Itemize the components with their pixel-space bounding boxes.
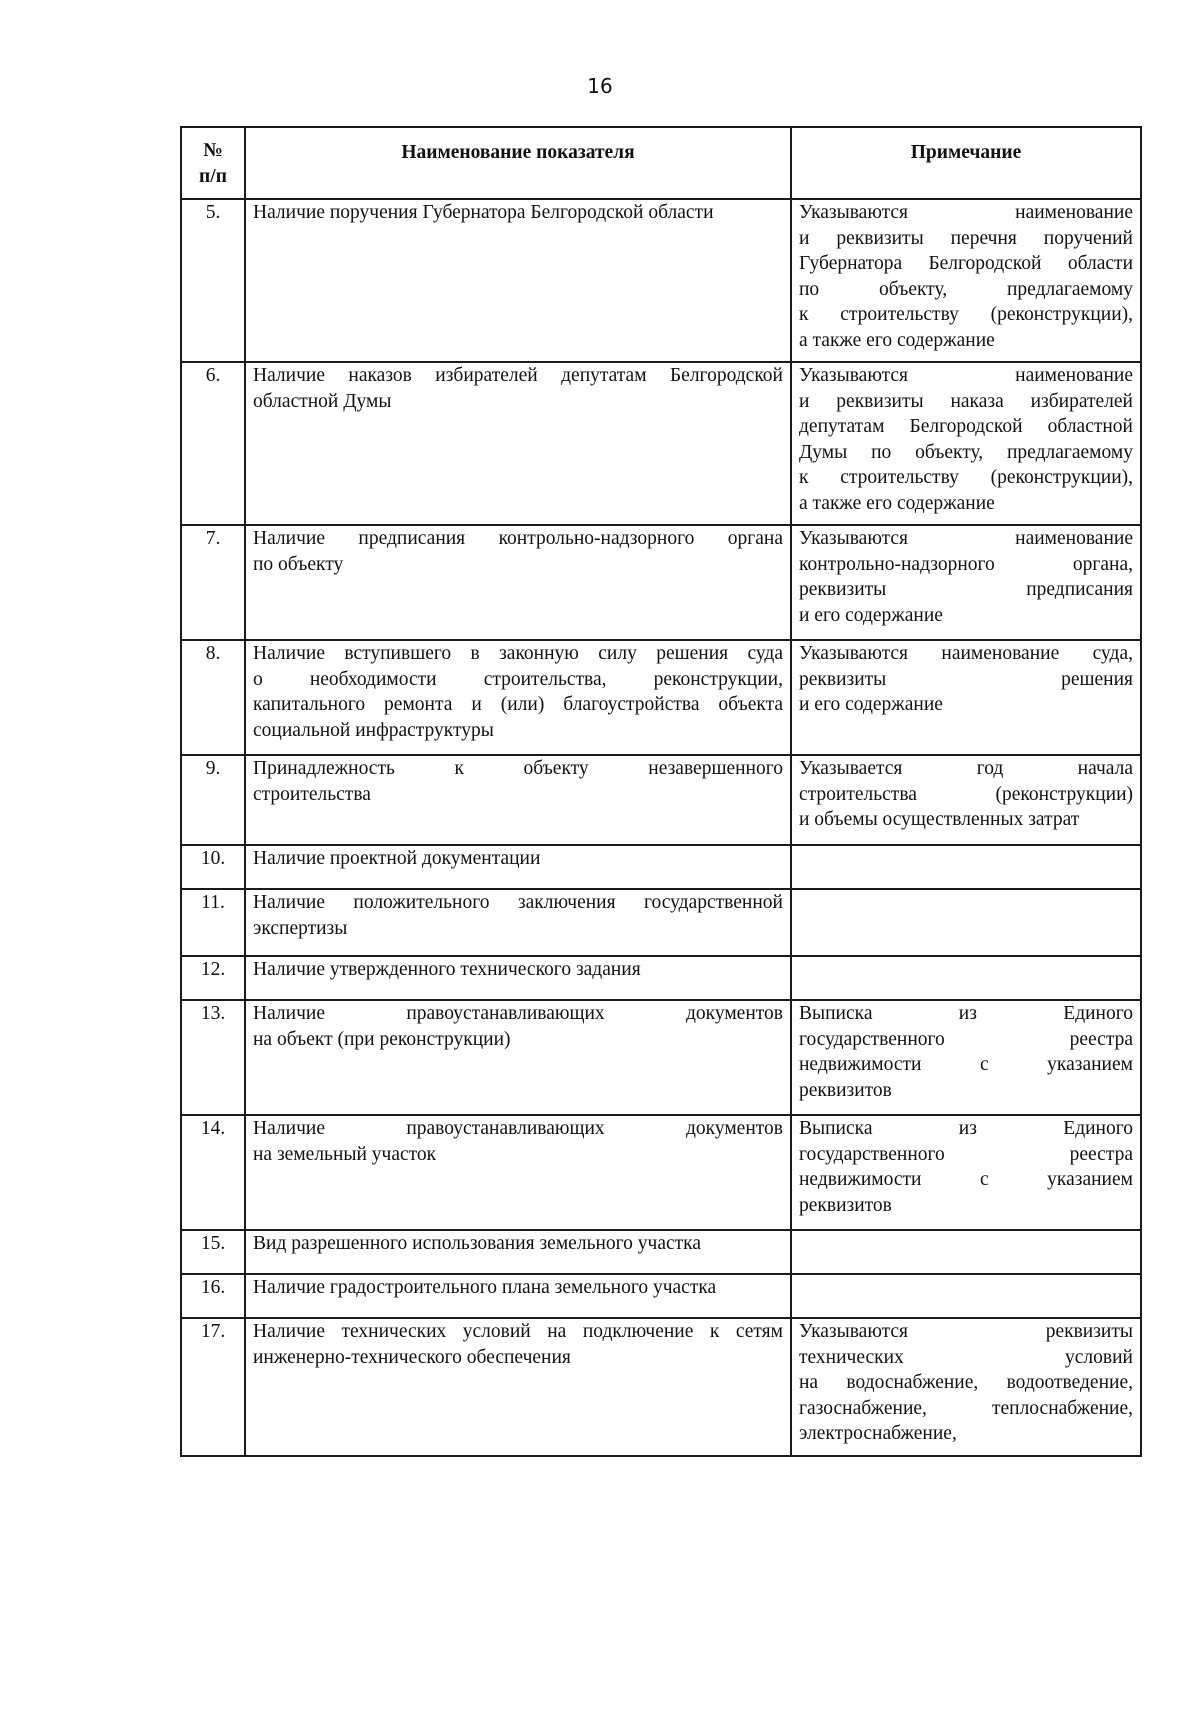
indicator-note-line: контрольно-надзорного органа,	[799, 553, 1133, 575]
indicator-name	[245, 199, 791, 362]
table-body	[181, 199, 1141, 1456]
table-row	[181, 1318, 1141, 1456]
indicator-note	[791, 199, 1141, 362]
indicator-name-line: Наличие предписания контрольно-надзорного органа	[253, 528, 783, 549]
table-row	[181, 1115, 1141, 1230]
indicator-note	[791, 1000, 1141, 1115]
page-number: 16	[587, 74, 613, 98]
indicator-name	[245, 1115, 791, 1230]
row-number: 9.	[181, 755, 245, 845]
indicator-name	[245, 889, 791, 956]
indicator-note	[791, 1318, 1141, 1456]
indicator-name-line: на земельный участок	[253, 1143, 437, 1165]
indicator-name-line: экспертизы	[253, 917, 348, 939]
indicator-note-line: Указываются реквизиты	[799, 1321, 1133, 1342]
row-number: 13.	[181, 1000, 245, 1115]
indicator-name-line: Принадлежность к объекту незавершенного	[253, 758, 783, 779]
indicator-note-line: а также его содержание	[799, 329, 995, 351]
row-number: 17.	[181, 1318, 245, 1456]
indicator-note-line: реквизитов	[799, 1194, 892, 1216]
indicator-note-line: Губернатора Белгородской области	[799, 253, 1133, 274]
indicator-name	[245, 640, 791, 755]
indicator-note-line: строительства (реконструкции)	[799, 783, 1133, 805]
indicator-name-line: Наличие правоустанавливающих документов	[253, 1003, 783, 1024]
indicator-note-line: реквизитов	[799, 1079, 892, 1101]
row-number: 8.	[181, 640, 245, 755]
indicator-note	[791, 1274, 1141, 1318]
indicators-table	[180, 126, 1142, 1457]
indicator-name	[245, 1000, 791, 1115]
indicator-note	[791, 889, 1141, 956]
table-row	[181, 640, 1141, 755]
row-number: 15.	[181, 1230, 245, 1274]
row-number: 7.	[181, 525, 245, 640]
table-row	[181, 889, 1141, 956]
indicator-name-line: капитального ремонта и (или) благоустройства объекта	[253, 694, 783, 715]
indicator-name	[245, 362, 791, 525]
indicator-name-line: по объекту	[253, 553, 344, 575]
indicator-note-line: реквизиты предписания	[799, 579, 1133, 600]
row-number: 11.	[181, 889, 245, 956]
row-number: 16.	[181, 1274, 245, 1318]
indicator-name-line: Наличие градостроительного плана земельного участка	[253, 1277, 717, 1298]
indicator-name-line: инженерно-технического обеспечения	[253, 1346, 571, 1368]
indicator-name-line: Наличие поручения Губернатора Белгородской области	[253, 202, 714, 223]
indicator-note-line: Выписка из Единого	[799, 1118, 1133, 1139]
indicator-note	[791, 1230, 1141, 1274]
indicator-name	[245, 1318, 791, 1456]
indicator-name	[245, 845, 791, 889]
table-row	[181, 362, 1141, 525]
indicator-note-line: реквизиты решения	[799, 668, 1133, 690]
table-row	[181, 1230, 1141, 1274]
header-number-line: п/п	[199, 165, 227, 187]
indicator-note-line: технических условий	[799, 1346, 1133, 1368]
indicator-name-line: Наличие наказов избирателей депутатам Белгородской	[253, 365, 783, 386]
indicator-name-line: Наличие технических условий на подключение к сетям	[253, 1321, 783, 1342]
indicator-name-line: Наличие положительного заключения государственной	[253, 892, 783, 913]
indicator-note-line: Указываются наименование	[799, 365, 1133, 386]
table-row	[181, 1274, 1141, 1318]
indicator-note	[791, 1115, 1141, 1230]
indicator-note-line: депутатам Белгородской областной	[799, 416, 1133, 437]
indicator-note	[791, 362, 1141, 525]
header-number-line: №	[203, 140, 223, 161]
indicator-note-line: Выписка из Единого	[799, 1003, 1133, 1024]
row-number: 5.	[181, 199, 245, 362]
table-row	[181, 525, 1141, 640]
row-number: 10.	[181, 845, 245, 889]
header-indicator-name: Наименование показателя	[245, 127, 791, 199]
row-number: 14.	[181, 1115, 245, 1230]
indicator-note-line: и его содержание	[799, 604, 943, 626]
indicator-note-line: государственного реестра	[799, 1028, 1133, 1050]
row-number: 12.	[181, 956, 245, 1000]
indicator-name-line: Вид разрешенного использования земельного участка	[253, 1233, 702, 1254]
table-row	[181, 845, 1141, 889]
indicator-note	[791, 525, 1141, 640]
indicator-note-line: а также его содержание	[799, 492, 995, 514]
indicator-note-line: Думы по объекту, предлагаемому	[799, 441, 1133, 463]
indicator-note-line: и реквизиты наказа избирателей	[799, 390, 1133, 412]
table-header-row	[181, 127, 1141, 199]
table-row	[181, 755, 1141, 845]
indicator-note-line: к строительству (реконструкции),	[799, 467, 1133, 488]
indicator-note	[791, 755, 1141, 845]
table-row	[181, 199, 1141, 362]
indicator-name-line: на объект (при реконструкции)	[253, 1028, 511, 1050]
indicator-note-line: недвижимости с указанием	[799, 1169, 1133, 1190]
indicator-note-line: по объекту, предлагаемому	[799, 278, 1133, 300]
indicator-name-line: Наличие правоустанавливающих документов	[253, 1118, 783, 1139]
header-number	[181, 127, 245, 199]
table-row	[181, 1000, 1141, 1115]
indicator-name-line: социальной инфраструктуры	[253, 719, 494, 741]
indicator-note	[791, 845, 1141, 889]
indicator-note-line: Указываются наименование	[799, 528, 1133, 549]
indicator-note-line: и реквизиты перечня поручений	[799, 227, 1133, 249]
indicator-name	[245, 755, 791, 845]
indicator-name-line: Наличие вступившего в законную силу решения суда	[253, 643, 783, 664]
indicator-name-line: Наличие проектной документации	[253, 848, 541, 869]
indicator-note	[791, 956, 1141, 1000]
indicator-note-line: Указывается год начала	[799, 758, 1133, 779]
indicator-name-line: Наличие утвержденного технического задания	[253, 959, 641, 980]
indicator-name	[245, 1274, 791, 1318]
indicator-name-line: областной Думы	[253, 390, 392, 412]
indicator-name	[245, 1230, 791, 1274]
row-number: 6.	[181, 362, 245, 525]
indicator-note-line: электроснабжение,	[799, 1423, 957, 1444]
indicator-note-line: Указываются наименование суда,	[799, 643, 1133, 664]
indicator-note-line: государственного реестра	[799, 1143, 1133, 1165]
indicator-note-line: газоснабжение, теплоснабжение,	[799, 1397, 1133, 1419]
indicator-note-line: к строительству (реконструкции),	[799, 304, 1133, 325]
indicator-note	[791, 640, 1141, 755]
indicator-note-line: на водоснабжение, водоотведение,	[799, 1372, 1133, 1393]
header-note: Примечание	[791, 127, 1141, 199]
indicator-note-line: недвижимости с указанием	[799, 1054, 1133, 1075]
indicator-note-line: и его содержание	[799, 694, 943, 715]
indicator-note-line: Указываются наименование	[799, 202, 1133, 223]
indicator-name-line: о необходимости строительства, реконструкции,	[253, 668, 783, 690]
indicator-note-line: и объемы осуществленных затрат	[799, 809, 1080, 830]
table-row	[181, 956, 1141, 1000]
indicator-name	[245, 956, 791, 1000]
indicator-name	[245, 525, 791, 640]
indicator-name-line: строительства	[253, 783, 371, 805]
